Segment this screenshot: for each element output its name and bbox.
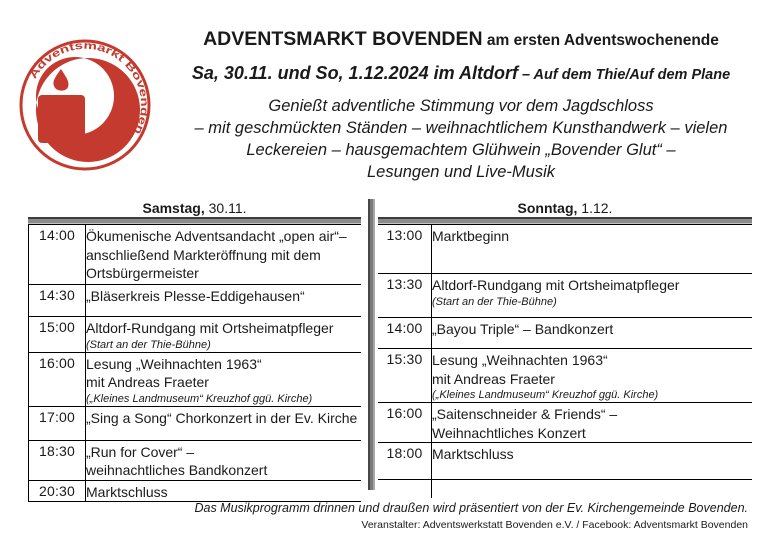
schedule-row	[29, 406, 362, 440]
logo-ring-text: Adventsmarkt Bovenden	[27, 39, 151, 134]
event-text: „Bläserkreis Plesse-Eddigehausen“	[86, 288, 305, 304]
column-divider	[368, 199, 375, 490]
schedule-row	[29, 352, 362, 406]
saturday-table	[28, 224, 361, 502]
event-text: Marktschluss	[432, 446, 514, 462]
event-text: Lesung „Weihnachten 1963“	[86, 355, 262, 372]
time-cell: 18:30	[29, 440, 86, 480]
footer-presenter-line: Das Musikprogramm drinnen und draußen wird präsentiert von der Ev. Kirchengemeinde Bovenden.	[194, 501, 748, 515]
event-note: („Kleines Landmuseum“ Kreuzhof ggü. Kirche)	[432, 389, 659, 401]
event-cell	[432, 403, 753, 443]
event-cell	[86, 406, 362, 440]
time-cell: 16:00	[378, 403, 432, 443]
time-cell: 16:00	[29, 352, 86, 406]
schedule	[28, 199, 758, 502]
intro-text	[160, 95, 762, 183]
sunday-header-bar	[378, 217, 752, 224]
intro-line-4: Lesungen und Live-Musik	[366, 163, 556, 181]
event-text: Ökumenische Adventsandacht „open air“–	[86, 228, 347, 244]
time-cell: 18:00	[378, 443, 432, 480]
saturday-table-body	[29, 225, 362, 502]
event-text: Altdorf-Rundgang mit Ortsheimatpfleger	[432, 277, 680, 293]
event-text: „Sing a Song“ Chorkonzert in der Ev. Kirche	[86, 409, 358, 426]
time-cell: 20:30	[29, 480, 86, 502]
schedule-row	[29, 480, 362, 502]
title-suffix: am ersten Adventswochenende	[482, 32, 719, 49]
saturday-day-label: Samstag,	[142, 200, 205, 216]
time-cell: 15:00	[29, 317, 86, 353]
saturday-column	[28, 199, 361, 502]
sunday-header	[378, 199, 752, 217]
event-cell	[86, 352, 362, 406]
sunday-table-body	[378, 225, 752, 498]
footer	[194, 501, 748, 532]
date-line	[160, 63, 762, 86]
time-cell: 13:00	[378, 225, 432, 274]
event-text: weihnachtliches Bandkonzert	[86, 462, 268, 478]
event-cell	[86, 285, 362, 317]
footer-organizer-line: Veranstalter: Adventswerkstatt Bovenden e.V. / Facebook: Adventsmarkt Bovenden	[361, 519, 748, 531]
saturday-header	[28, 199, 361, 217]
page-title	[160, 28, 762, 52]
schedule-row	[378, 403, 752, 443]
event-text: Marktbeginn	[432, 228, 510, 244]
event-note: („Kleines Landmuseum“ Kreuzhof ggü. Kirche)	[86, 392, 313, 405]
event-logo	[16, 26, 166, 176]
schedule-row	[29, 225, 362, 285]
event-text: mit Andreas Fraeter	[432, 370, 555, 387]
schedule-row	[378, 225, 752, 274]
schedule-row	[378, 274, 752, 318]
time-cell: 14:30	[29, 285, 86, 317]
sunday-day-label: Sonntag,	[517, 200, 578, 216]
saturday-date-label: 30.11.	[204, 200, 247, 216]
event-text: „Run for Cover“ –	[86, 443, 195, 460]
event-text: Marktschluss	[86, 483, 168, 500]
schedule-row	[29, 285, 362, 317]
event-cell	[86, 480, 362, 502]
event-note: (Start an der Thie-Bühne)	[86, 338, 211, 351]
time-cell: 15:30	[378, 349, 432, 403]
intro-line-3: Leckereien – hausgemachtem Glühwein „Bovender Glut“ –	[246, 141, 676, 159]
event-text: „Saitenschneider & Friends“ –	[432, 406, 618, 422]
event-text: Weihnachtliches Konzert	[432, 424, 586, 441]
schedule-row	[378, 443, 752, 480]
header	[160, 28, 762, 183]
date-suffix: – Auf dem Thie/Auf dem Plane	[517, 67, 731, 83]
schedule-row	[378, 349, 752, 403]
event-text: mit Andreas Fraeter	[86, 374, 209, 390]
event-text: „Bayou Triple“ – Bandkonzert	[432, 321, 614, 337]
intro-line-1: Genießt adventliche Stimmung vor dem Jagdschloss	[268, 97, 654, 115]
time-cell: 17:00	[29, 406, 86, 440]
saturday-header-bar	[28, 217, 361, 224]
sunday-date-label: 1.12.	[577, 200, 613, 216]
time-cell: 14:00	[29, 225, 86, 285]
schedule-row	[378, 480, 752, 498]
time-cell: 14:00	[378, 318, 432, 349]
event-cell	[432, 225, 753, 274]
date-main: Sa, 30.11. und So, 1.12.2024 im Altdorf	[191, 63, 518, 83]
event-cell	[432, 480, 753, 498]
event-cell	[86, 225, 362, 285]
event-cell	[432, 443, 753, 480]
event-cell	[432, 274, 753, 318]
title-main: ADVENTSMARKT BOVENDEN	[203, 28, 483, 50]
time-cell: 13:30	[378, 274, 432, 318]
event-cell	[86, 440, 362, 480]
event-text: Ortsbürgermeister	[86, 265, 199, 281]
event-cell	[432, 318, 753, 349]
time-cell	[378, 480, 432, 498]
schedule-row	[29, 440, 362, 480]
event-text: anschließend Markteröffnung mit dem	[86, 246, 321, 263]
event-cell	[432, 349, 753, 403]
intro-line-2: – mit geschmückten Ständen – weihnachtlichem Kunsthandwerk – vielen	[194, 119, 728, 137]
sunday-table	[378, 224, 752, 498]
event-text: Lesung „Weihnachten 1963“	[432, 352, 608, 368]
candle-logo-icon	[16, 26, 166, 176]
sunday-column	[378, 199, 752, 498]
schedule-row	[378, 318, 752, 349]
event-cell	[86, 317, 362, 353]
event-text: Altdorf-Rundgang mit Ortsheimatpfleger	[86, 320, 334, 336]
schedule-row	[29, 317, 362, 353]
event-note: (Start an der Thie-Bühne)	[432, 295, 557, 308]
